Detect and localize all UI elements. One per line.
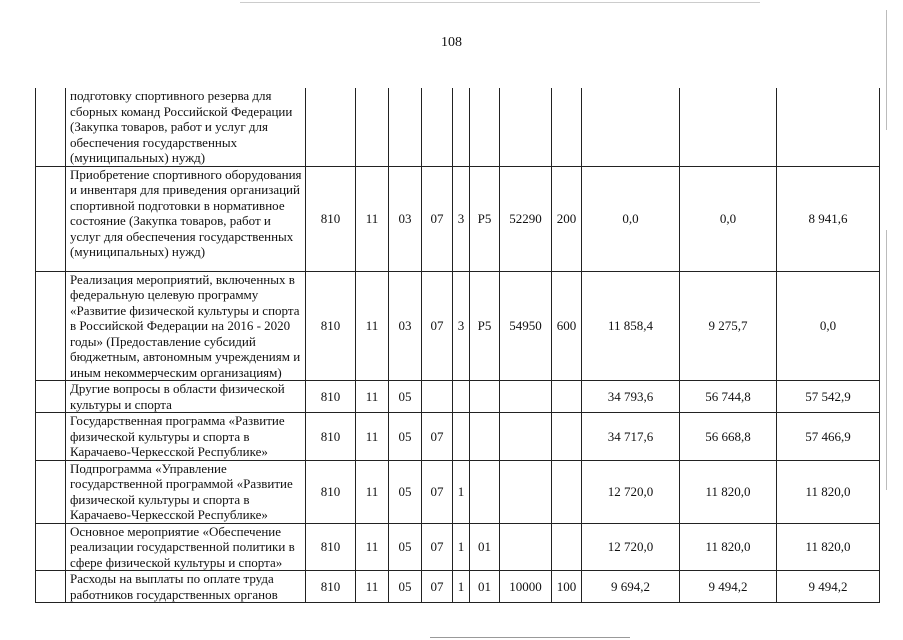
expense-type-code-cell: 100: [552, 571, 582, 603]
amount-2020-cell: 11 820,0: [680, 523, 777, 571]
scan-edge-line: [886, 10, 887, 130]
description-cell: подготовку спортивного резерва для сборных команд Российской Федерации (Закупка товаров, работ и услуг для обеспечения государственных (муниципальных) нужд): [66, 88, 306, 166]
amount-2020-cell: 0,0: [680, 166, 777, 271]
description-cell: Государственная программа «Развитие физической культуры и спорта в Карачаево-Черкесской Республике»: [66, 413, 306, 461]
description-cell: Реализация мероприятий, включенных в федеральную целевую программу «Развитие физической культуры и спорта в Российской Федерации на 2016 - 2020 годы» (Предоставление субсидий бюджетным, автономным учреждениям и иным некоммерческим организациям): [66, 271, 306, 381]
direction-code-cell: 10000: [500, 571, 552, 603]
event-code-cell: 01: [470, 523, 500, 571]
section-code-cell: 11: [356, 271, 389, 381]
expense-type-code-cell: 600: [552, 271, 582, 381]
description-cell: Основное мероприятие «Обеспечение реализации государственной политики в сфере физической культуры и спорта»: [66, 523, 306, 571]
amount-2021-cell: 11 820,0: [777, 460, 880, 523]
amount-2020-cell: 56 668,8: [680, 413, 777, 461]
subsection-code-cell: 05: [389, 413, 422, 461]
table-row: [36, 271, 880, 381]
subprogram-code-cell: 3: [453, 166, 470, 271]
amount-2021-cell: [777, 88, 880, 166]
event-code-cell: [470, 88, 500, 166]
row-number-cell: [36, 381, 66, 413]
subprogram-code-cell: 3: [453, 271, 470, 381]
grbs-code-cell: 810: [306, 381, 356, 413]
section-code-cell: 11: [356, 166, 389, 271]
direction-code-cell: 52290: [500, 166, 552, 271]
subsection-code-cell: 05: [389, 460, 422, 523]
grbs-code-cell: 810: [306, 571, 356, 603]
amount-2020-cell: 9 494,2: [680, 571, 777, 603]
description-cell: Расходы на выплаты по оплате труда работников государственных органов: [66, 571, 306, 603]
section-code-cell: 11: [356, 413, 389, 461]
amount-2020-cell: 11 820,0: [680, 460, 777, 523]
grbs-code-cell: [306, 88, 356, 166]
direction-code-cell: [500, 88, 552, 166]
subprogram-code-cell: [453, 88, 470, 166]
grbs-code-cell: 810: [306, 413, 356, 461]
program-code-cell: [422, 88, 453, 166]
subprogram-code-cell: 1: [453, 460, 470, 523]
program-code-cell: 07: [422, 166, 453, 271]
row-number-cell: [36, 166, 66, 271]
subsection-code-cell: 03: [389, 271, 422, 381]
table-row: [36, 460, 880, 523]
event-code-cell: [470, 460, 500, 523]
program-code-cell: 07: [422, 460, 453, 523]
subprogram-code-cell: [453, 413, 470, 461]
amount-2021-cell: 0,0: [777, 271, 880, 381]
section-code-cell: 11: [356, 381, 389, 413]
expense-type-code-cell: [552, 523, 582, 571]
amount-2020-cell: 56 744,8: [680, 381, 777, 413]
grbs-code-cell: 810: [306, 523, 356, 571]
program-code-cell: [422, 381, 453, 413]
amount-2019-cell: [582, 88, 680, 166]
direction-code-cell: [500, 523, 552, 571]
row-number-cell: [36, 413, 66, 461]
subprogram-code-cell: 1: [453, 571, 470, 603]
amount-2021-cell: 8 941,6: [777, 166, 880, 271]
amount-2019-cell: 12 720,0: [582, 523, 680, 571]
table-row: [36, 523, 880, 571]
table-row: [36, 413, 880, 461]
table-row: [36, 381, 880, 413]
section-code-cell: 11: [356, 460, 389, 523]
scan-bottom-rule: [430, 637, 630, 638]
direction-code-cell: [500, 381, 552, 413]
expense-type-code-cell: [552, 413, 582, 461]
expense-type-code-cell: [552, 381, 582, 413]
row-number-cell: [36, 88, 66, 166]
scan-top-rule: [240, 2, 760, 3]
subsection-code-cell: 05: [389, 523, 422, 571]
grbs-code-cell: 810: [306, 166, 356, 271]
page-number: 108: [441, 35, 462, 50]
direction-code-cell: 54950: [500, 271, 552, 381]
budget-table: [35, 88, 880, 603]
subsection-code-cell: 05: [389, 381, 422, 413]
program-code-cell: 07: [422, 413, 453, 461]
event-code-cell: [470, 381, 500, 413]
amount-2020-cell: [680, 88, 777, 166]
row-number-cell: [36, 460, 66, 523]
amount-2019-cell: 34 717,6: [582, 413, 680, 461]
scan-edge-line: [886, 230, 887, 490]
amount-2019-cell: 11 858,4: [582, 271, 680, 381]
event-code-cell: [470, 413, 500, 461]
subsection-code-cell: 03: [389, 166, 422, 271]
table-row: [36, 571, 880, 603]
event-code-cell: Р5: [470, 271, 500, 381]
grbs-code-cell: 810: [306, 271, 356, 381]
section-code-cell: 11: [356, 523, 389, 571]
amount-2020-cell: 9 275,7: [680, 271, 777, 381]
expense-type-code-cell: [552, 460, 582, 523]
subprogram-code-cell: 1: [453, 523, 470, 571]
direction-code-cell: [500, 413, 552, 461]
row-number-cell: [36, 271, 66, 381]
event-code-cell: Р5: [470, 166, 500, 271]
section-code-cell: 11: [356, 571, 389, 603]
program-code-cell: 07: [422, 271, 453, 381]
description-cell: Подпрограмма «Управление государственной программой «Развитие физической культуры и спорта в Карачаево-Черкесской Республике»: [66, 460, 306, 523]
expense-type-code-cell: [552, 88, 582, 166]
expense-type-code-cell: 200: [552, 166, 582, 271]
amount-2021-cell: 9 494,2: [777, 571, 880, 603]
amount-2021-cell: 57 542,9: [777, 381, 880, 413]
description-cell: Другие вопросы в области физической культуры и спорта: [66, 381, 306, 413]
row-number-cell: [36, 571, 66, 603]
event-code-cell: 01: [470, 571, 500, 603]
program-code-cell: 07: [422, 523, 453, 571]
direction-code-cell: [500, 460, 552, 523]
program-code-cell: 07: [422, 571, 453, 603]
amount-2021-cell: 57 466,9: [777, 413, 880, 461]
subprogram-code-cell: [453, 381, 470, 413]
subsection-code-cell: [389, 88, 422, 166]
table-row: [36, 166, 880, 271]
grbs-code-cell: 810: [306, 460, 356, 523]
amount-2019-cell: 0,0: [582, 166, 680, 271]
table-row: [36, 88, 880, 166]
amount-2019-cell: 12 720,0: [582, 460, 680, 523]
row-number-cell: [36, 523, 66, 571]
amount-2021-cell: 11 820,0: [777, 523, 880, 571]
description-cell: Приобретение спортивного оборудования и инвентаря для приведения организаций спортивной подготовки в нормативное состояние (Закупка товаров, работ и услуг для обеспечения государственных (муниципальных) нужд): [66, 166, 306, 271]
subsection-code-cell: 05: [389, 571, 422, 603]
amount-2019-cell: 9 694,2: [582, 571, 680, 603]
amount-2019-cell: 34 793,6: [582, 381, 680, 413]
section-code-cell: [356, 88, 389, 166]
